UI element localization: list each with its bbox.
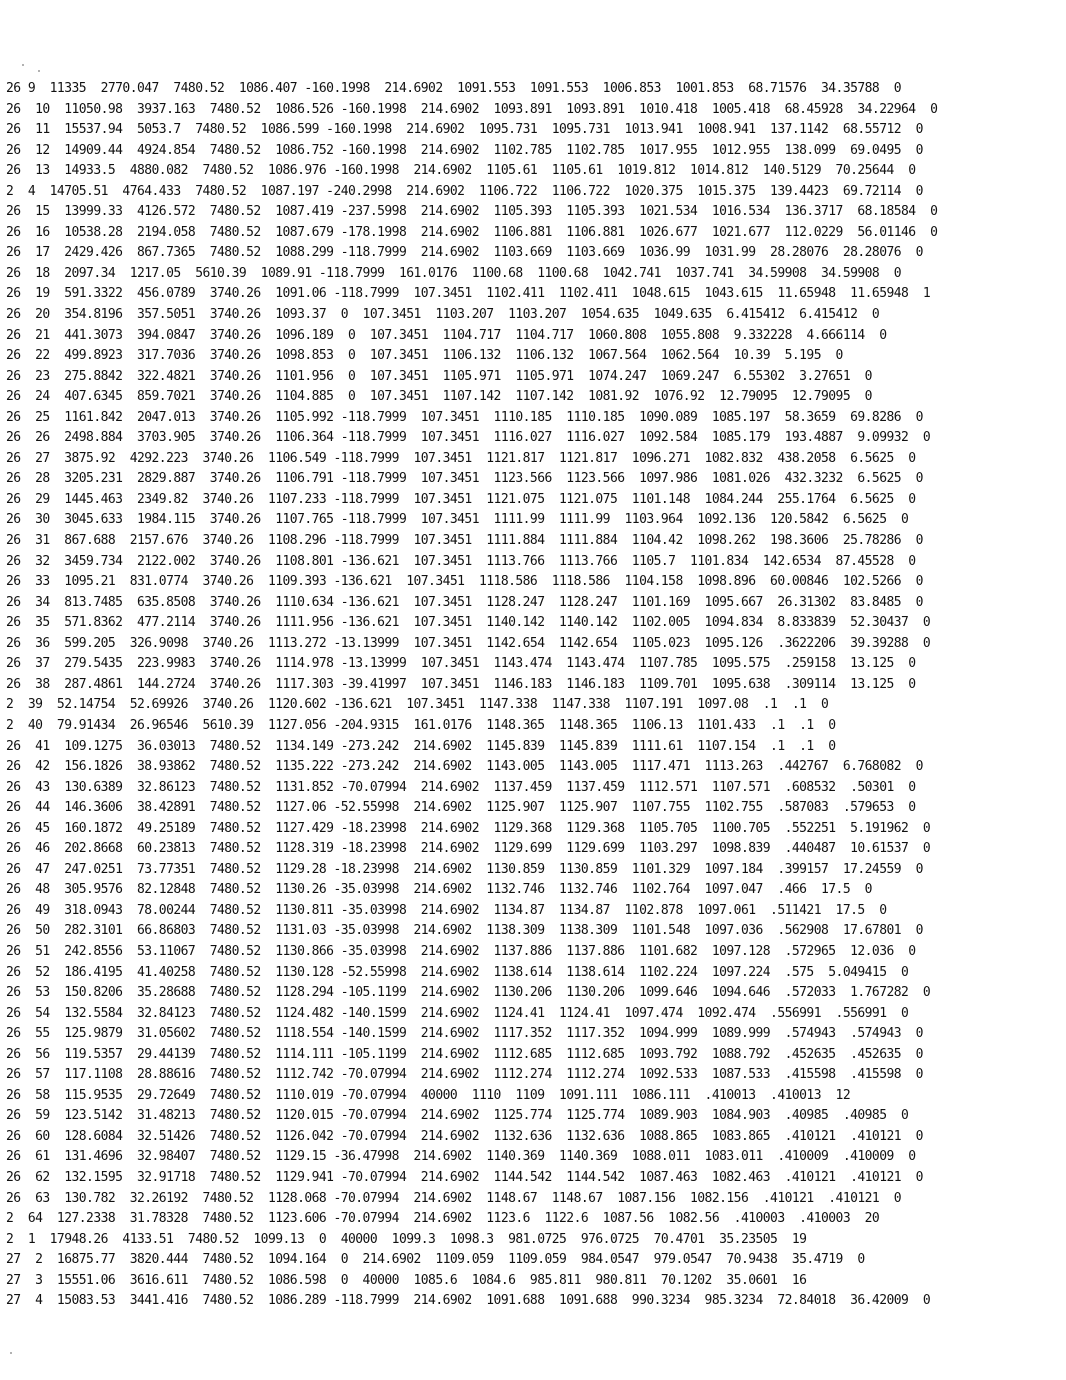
data-row: 2 64 127.2338 31.78328 7480.52 1123.606 -70.07994 214.6902 1123.6 1122.6 1087.56 1082.56 .410003 .410003 20	[6, 1211, 880, 1227]
data-row: 26 37 279.5435 223.9983 3740.26 1114.978 -13.13999 107.3451 1143.474 1143.474 1107.785 1095.575 .259158 13.125 0	[6, 656, 916, 672]
data-row: 26 44 146.3606 38.42891 7480.52 1127.06 -52.55998 214.6902 1125.907 1125.907 1107.755 1102.755 .587083 .579653 0	[6, 800, 916, 816]
data-row: 26 10 11050.98 3937.163 7480.52 1086.526 -160.1998 214.6902 1093.891 1093.891 1010.418 1005.418 68.45928 34.22964 0	[6, 101, 938, 117]
data-row: 26 25 1161.842 2047.013 3740.26 1105.992 -118.7999 107.3451 1110.185 1110.185 1090.089 1085.197 58.3659 69.8286 0	[6, 409, 923, 425]
data-listing	[6, 79, 1056, 1312]
data-row: 26 41 109.1275 36.03013 7480.52 1134.149 -273.242 214.6902 1145.839 1145.839 1111.61 1107.154 .1 .1 0	[6, 738, 836, 754]
data-row: 26 53 150.8206 35.28688 7480.52 1128.294 -105.1199 214.6902 1130.206 1130.206 1099.646 1094.646 .572033 1.767282 0	[6, 985, 931, 1001]
data-row: 26 35 571.8362 477.2114 3740.26 1111.956 -136.621 107.3451 1140.142 1140.142 1102.005 1094.834 8.833839 52.30437 0	[6, 615, 931, 631]
data-row: 26 61 131.4696 32.98407 7480.52 1129.15 -36.47998 214.6902 1140.369 1140.369 1088.011 1083.011 .410009 .410009 0	[6, 1149, 916, 1165]
data-row: 26 51 242.8556 53.11067 7480.52 1130.866 -35.03998 214.6902 1137.886 1137.886 1101.682 1097.128 .572965 12.036 0	[6, 943, 916, 959]
data-row: 26 13 14933.5 4880.082 7480.52 1086.976 -160.1998 214.6902 1105.61 1105.61 1019.812 1014.812 140.5129 70.25644 0	[6, 163, 916, 179]
data-row: 2 1 17948.26 4133.51 7480.52 1099.13 0 40000 1099.3 1098.3 981.0725 976.0725 70.4701 35.23505 19	[6, 1231, 807, 1247]
data-row: 26 11 15537.94 5053.7 7480.52 1086.599 -160.1998 214.6902 1095.731 1095.731 1013.941 1008.941 137.1142 68.55712 0	[6, 122, 923, 138]
data-row: 26 60 128.6084 32.51426 7480.52 1126.042 -70.07994 214.6902 1132.636 1132.636 1088.865 1083.865 .410121 .410121 0	[6, 1128, 923, 1144]
data-row: 26 9 11335 2770.047 7480.52 1086.407 -160.1998 214.6902 1091.553 1091.553 1006.853 1001.853 68.71576 34.35788 0	[6, 81, 902, 96]
data-row: 26 12 14909.44 4924.854 7480.52 1086.752 -160.1998 214.6902 1102.785 1102.785 1017.955 1012.955 138.099 69.0495 0	[6, 142, 923, 158]
data-row: 26 17 2429.426 867.7365 7480.52 1088.299 -118.7999 214.6902 1103.669 1103.669 1036.99 1031.99 28.28076 28.28076 0	[6, 245, 923, 261]
data-row: 2 39 52.14754 52.69926 3740.26 1120.602 -136.621 107.3451 1147.338 1147.338 1107.191 1097.08 .1 .1 0	[6, 697, 829, 713]
data-row: 26 38 287.4861 144.2724 3740.26 1117.303 -39.41997 107.3451 1146.183 1146.183 1109.701 1095.638 .309114 13.125 0	[6, 676, 916, 692]
data-row: 26 20 354.8196 357.5051 3740.26 1093.37 0 107.3451 1103.207 1103.207 1054.635 1049.635 6.415412 6.415412 0	[6, 307, 880, 323]
data-row: 26 59 123.5142 31.48213 7480.52 1120.015 -70.07994 214.6902 1125.774 1125.774 1089.903 1084.903 .40985 .40985 0	[6, 1108, 909, 1124]
data-row: 27 3 15551.06 3616.611 7480.52 1086.598 0 40000 1085.6 1084.6 985.811 980.811 70.1202 35.0601 16	[6, 1272, 807, 1288]
data-row: 26 58 115.9535 29.72649 7480.52 1110.019 -70.07994 40000 1110 1109 1091.111 1086.111 .410013 .410013 12	[6, 1087, 851, 1103]
data-row: 26 24 407.6345 859.7021 3740.26 1104.885 0 107.3451 1107.142 1107.142 1081.92 1076.92 12.79095 12.79095 0	[6, 389, 872, 405]
data-row: 26 48 305.9576 82.12848 7480.52 1130.26 -35.03998 214.6902 1132.746 1132.746 1102.764 1097.047 .466 17.5 0	[6, 882, 872, 898]
data-row: 26 42 156.1826 38.93862 7480.52 1135.222 -273.242 214.6902 1143.005 1143.005 1117.471 1113.263 .442767 6.768082 0	[6, 759, 923, 775]
data-row: 26 27 3875.92 4292.223 3740.26 1106.549 -118.7999 107.3451 1121.817 1121.817 1096.271 1082.832 438.2058 6.5625 0	[6, 450, 916, 466]
scan-speck	[10, 1352, 12, 1354]
data-row: 26 19 591.3322 456.0789 3740.26 1091.06 -118.7999 107.3451 1102.411 1102.411 1048.615 1043.615 11.65948 11.65948 1	[6, 286, 931, 302]
data-row: 26 57 117.1108 28.88616 7480.52 1112.742 -70.07994 214.6902 1112.274 1112.274 1092.533 1087.533 .415598 .415598 0	[6, 1067, 923, 1083]
data-row: 26 50 282.3101 66.86803 7480.52 1131.03 -35.03998 214.6902 1138.309 1138.309 1101.548 1097.036 .562908 17.67801 0	[6, 923, 923, 939]
scan-speck	[38, 70, 40, 72]
data-row: 26 18 2097.34 1217.05 5610.39 1089.91 -118.7999 161.0176 1100.68 1100.68 1042.741 1037.741 34.59908 34.59908 0	[6, 265, 902, 281]
scan-speck	[22, 64, 24, 66]
data-row: 26 54 132.5584 32.84123 7480.52 1124.482 -140.1599 214.6902 1124.41 1124.41 1097.474 1092.474 .556991 .556991 0	[6, 1005, 909, 1021]
data-row: 26 15 13999.33 4126.572 7480.52 1087.419 -237.5998 214.6902 1105.393 1105.393 1021.534 1016.534 136.3717 68.18584 0	[6, 204, 938, 220]
data-row: 26 29 1445.463 2349.82 3740.26 1107.233 -118.7999 107.3451 1121.075 1121.075 1101.148 1084.244 255.1764 6.5625 0	[6, 491, 916, 507]
data-row: 26 22 499.8923 317.7036 3740.26 1098.853 0 107.3451 1106.132 1106.132 1067.564 1062.564 10.39 5.195 0	[6, 348, 843, 364]
data-row: 2 40 79.91434 26.96546 5610.39 1127.056 -204.9315 161.0176 1148.365 1148.365 1106.13 1101.433 .1 .1 0	[6, 717, 836, 733]
data-row: 26 49 318.0943 78.00244 7480.52 1130.811 -35.03998 214.6902 1134.87 1134.87 1102.878 1097.061 .511421 17.5 0	[6, 902, 887, 918]
data-row: 26 21 441.3073 394.0847 3740.26 1096.189 0 107.3451 1104.717 1104.717 1060.808 1055.808 9.332228 4.666114 0	[6, 327, 887, 343]
data-row: 26 45 160.1872 49.25189 7480.52 1127.429 -18.23998 214.6902 1129.368 1129.368 1105.705 1100.705 .552251 5.191962 0	[6, 820, 931, 836]
data-row: 26 36 599.205 326.9098 3740.26 1113.272 -13.13999 107.3451 1142.654 1142.654 1105.023 1095.126 .3622206 39.39288 0	[6, 635, 931, 651]
data-row: 26 47 247.0251 73.77351 7480.52 1129.28 -18.23998 214.6902 1130.859 1130.859 1101.329 1097.184 .399157 17.24559 0	[6, 861, 923, 877]
data-row: 26 23 275.8842 322.4821 3740.26 1101.956 0 107.3451 1105.971 1105.971 1074.247 1069.247 6.55302 3.27651 0	[6, 368, 872, 384]
data-row: 2 4 14705.51 4764.433 7480.52 1087.197 -240.2998 214.6902 1106.722 1106.722 1020.375 1015.375 139.4423 69.72114 0	[6, 183, 923, 199]
data-row: 26 28 3205.231 2829.887 3740.26 1106.791 -118.7999 107.3451 1123.566 1123.566 1097.986 1081.026 432.3232 6.5625 0	[6, 471, 923, 487]
data-row: 26 16 10538.28 2194.058 7480.52 1087.679 -178.1998 214.6902 1106.881 1106.881 1026.677 1021.677 112.0229 56.01146 0	[6, 224, 938, 240]
data-row: 26 33 1095.21 831.0774 3740.26 1109.393 -136.621 107.3451 1118.586 1118.586 1104.158 1098.896 60.00846 102.5266 0	[6, 574, 923, 590]
data-row: 26 32 3459.734 2122.002 3740.26 1108.801 -136.621 107.3451 1113.766 1113.766 1105.7 1101.834 142.6534 87.45528 0	[6, 553, 916, 569]
data-row: 26 52 186.4195 41.40258 7480.52 1130.128 -52.55998 214.6902 1138.614 1138.614 1102.224 1097.224 .575 5.049415 0	[6, 964, 909, 980]
data-row: 27 2 16875.77 3820.444 7480.52 1094.164 0 214.6902 1109.059 1109.059 984.0547 979.0547 70.9438 35.4719 0	[6, 1252, 865, 1268]
data-row: 26 30 3045.633 1984.115 3740.26 1107.765 -118.7999 107.3451 1111.99 1111.99 1103.964 1092.136 120.5842 6.5625 0	[6, 512, 909, 528]
data-row: 26 46 202.8668 60.23813 7480.52 1128.319 -18.23998 214.6902 1129.699 1129.699 1103.297 1098.839 .440487 10.61537 0	[6, 841, 931, 857]
data-row: 26 31 867.688 2157.676 3740.26 1108.296 -118.7999 107.3451 1111.884 1111.884 1104.42 1098.262 198.3606 25.78286 0	[6, 533, 923, 549]
data-row: 26 55 125.9879 31.05602 7480.52 1118.554 -140.1599 214.6902 1117.352 1117.352 1094.999 1089.999 .574943 .574943 0	[6, 1026, 923, 1042]
data-row: 26 26 2498.884 3703.905 3740.26 1106.364 -118.7999 107.3451 1116.027 1116.027 1092.584 1085.179 193.4887 9.09932 0	[6, 430, 931, 446]
data-row: 27 4 15083.53 3441.416 7480.52 1086.289 -118.7999 214.6902 1091.688 1091.688 990.3234 985.3234 72.84018 36.42009 0	[6, 1293, 931, 1309]
data-row: 26 34 813.7485 635.8508 3740.26 1110.634 -136.621 107.3451 1128.247 1128.247 1101.169 1095.667 26.31302 83.8485 0	[6, 594, 923, 610]
data-row: 26 62 132.1595 32.91718 7480.52 1129.941 -70.07994 214.6902 1144.542 1144.542 1087.463 1082.463 .410121 .410121 0	[6, 1169, 923, 1185]
data-row: 26 63 130.782 32.26192 7480.52 1128.068 -70.07994 214.6902 1148.67 1148.67 1087.156 1082.156 .410121 .410121 0	[6, 1190, 902, 1206]
data-row: 26 43 130.6389 32.86123 7480.52 1131.852 -70.07994 214.6902 1137.459 1137.459 1112.571 1107.571 .608532 .50301 0	[6, 779, 916, 795]
data-row: 26 56 119.5357 29.44139 7480.52 1114.111 -105.1199 214.6902 1112.685 1112.685 1093.792 1088.792 .452635 .452635 0	[6, 1046, 923, 1062]
